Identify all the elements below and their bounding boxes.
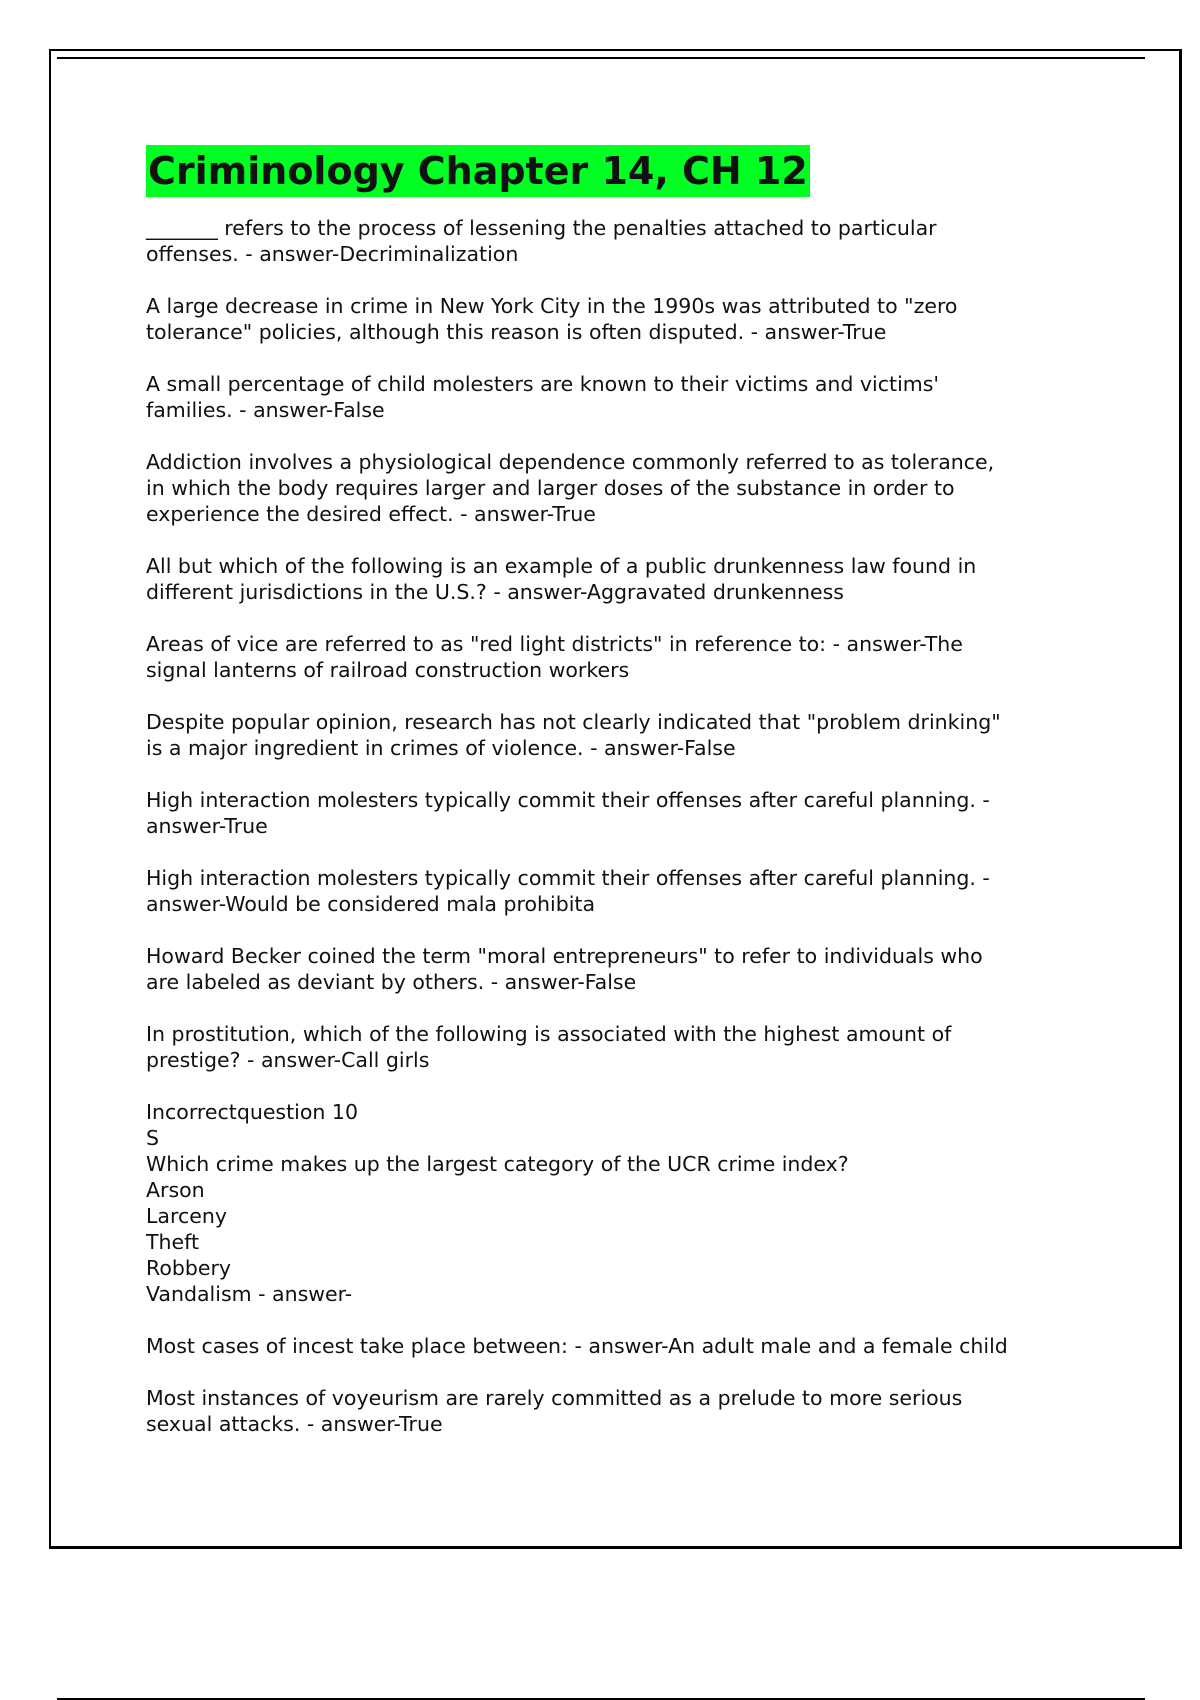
qa-item: High interaction molesters typically commit their offenses after careful planning. - answer-Would be considered mala prohibita <box>146 866 990 916</box>
qa-item: A large decrease in crime in New York City in the 1990s was attributed to "zero tolerance" policies, although this reason is often disputed. - answer-True <box>146 294 958 344</box>
qa-item: Most cases of incest take place between: - answer-An adult male and a female child <box>146 1334 1008 1358</box>
qa-item: A small percentage of child molesters are known to their victims and victims' families. - answer-False <box>146 372 940 422</box>
qa-item: Areas of vice are referred to as "red light districts" in reference to: - answer-The signal lanterns of railroad construction workers <box>146 632 963 682</box>
qa-item: Despite popular opinion, research has not clearly indicated that "problem drinking" is a major ingredient in crimes of violence. - answer-False <box>146 710 1001 760</box>
qa-item: Most instances of voyeurism are rarely committed as a prelude to more serious sexual attacks. - answer-True <box>146 1386 963 1436</box>
question-answer-list <box>146 215 1096 1437</box>
qa-item: All but which of the following is an example of a public drunkenness law found in different jurisdictions in the U.S.? - answer-Aggravated drunkenness <box>146 554 977 604</box>
document-title: Criminology Chapter 14, CH 12 <box>146 145 810 197</box>
qa-item: Incorrectquestion 10 S Which crime makes up the largest category of the UCR crime index? Arson Larceny Theft Robbery Vandalism - answer- <box>146 1100 849 1306</box>
qa-item: High interaction molesters typically commit their offenses after careful planning. - answer-True <box>146 788 990 838</box>
qa-item: Howard Becker coined the term "moral entrepreneurs" to refer to individuals who are labeled as deviant by others. - answer-False <box>146 944 983 994</box>
top-rule <box>57 57 1145 59</box>
document-body <box>146 145 1096 1437</box>
qa-item: In prostitution, which of the following is associated with the highest amount of prestige? - answer-Call girls <box>146 1022 952 1072</box>
qa-item: Addiction involves a physiological dependence commonly referred to as tolerance, in which the body requires larger and larger doses of the substance in order to experience the desired effect. - answer-True <box>146 450 995 526</box>
qa-item: _______ refers to the process of lessening the penalties attached to particular offenses. - answer-Decriminalization <box>146 216 937 266</box>
